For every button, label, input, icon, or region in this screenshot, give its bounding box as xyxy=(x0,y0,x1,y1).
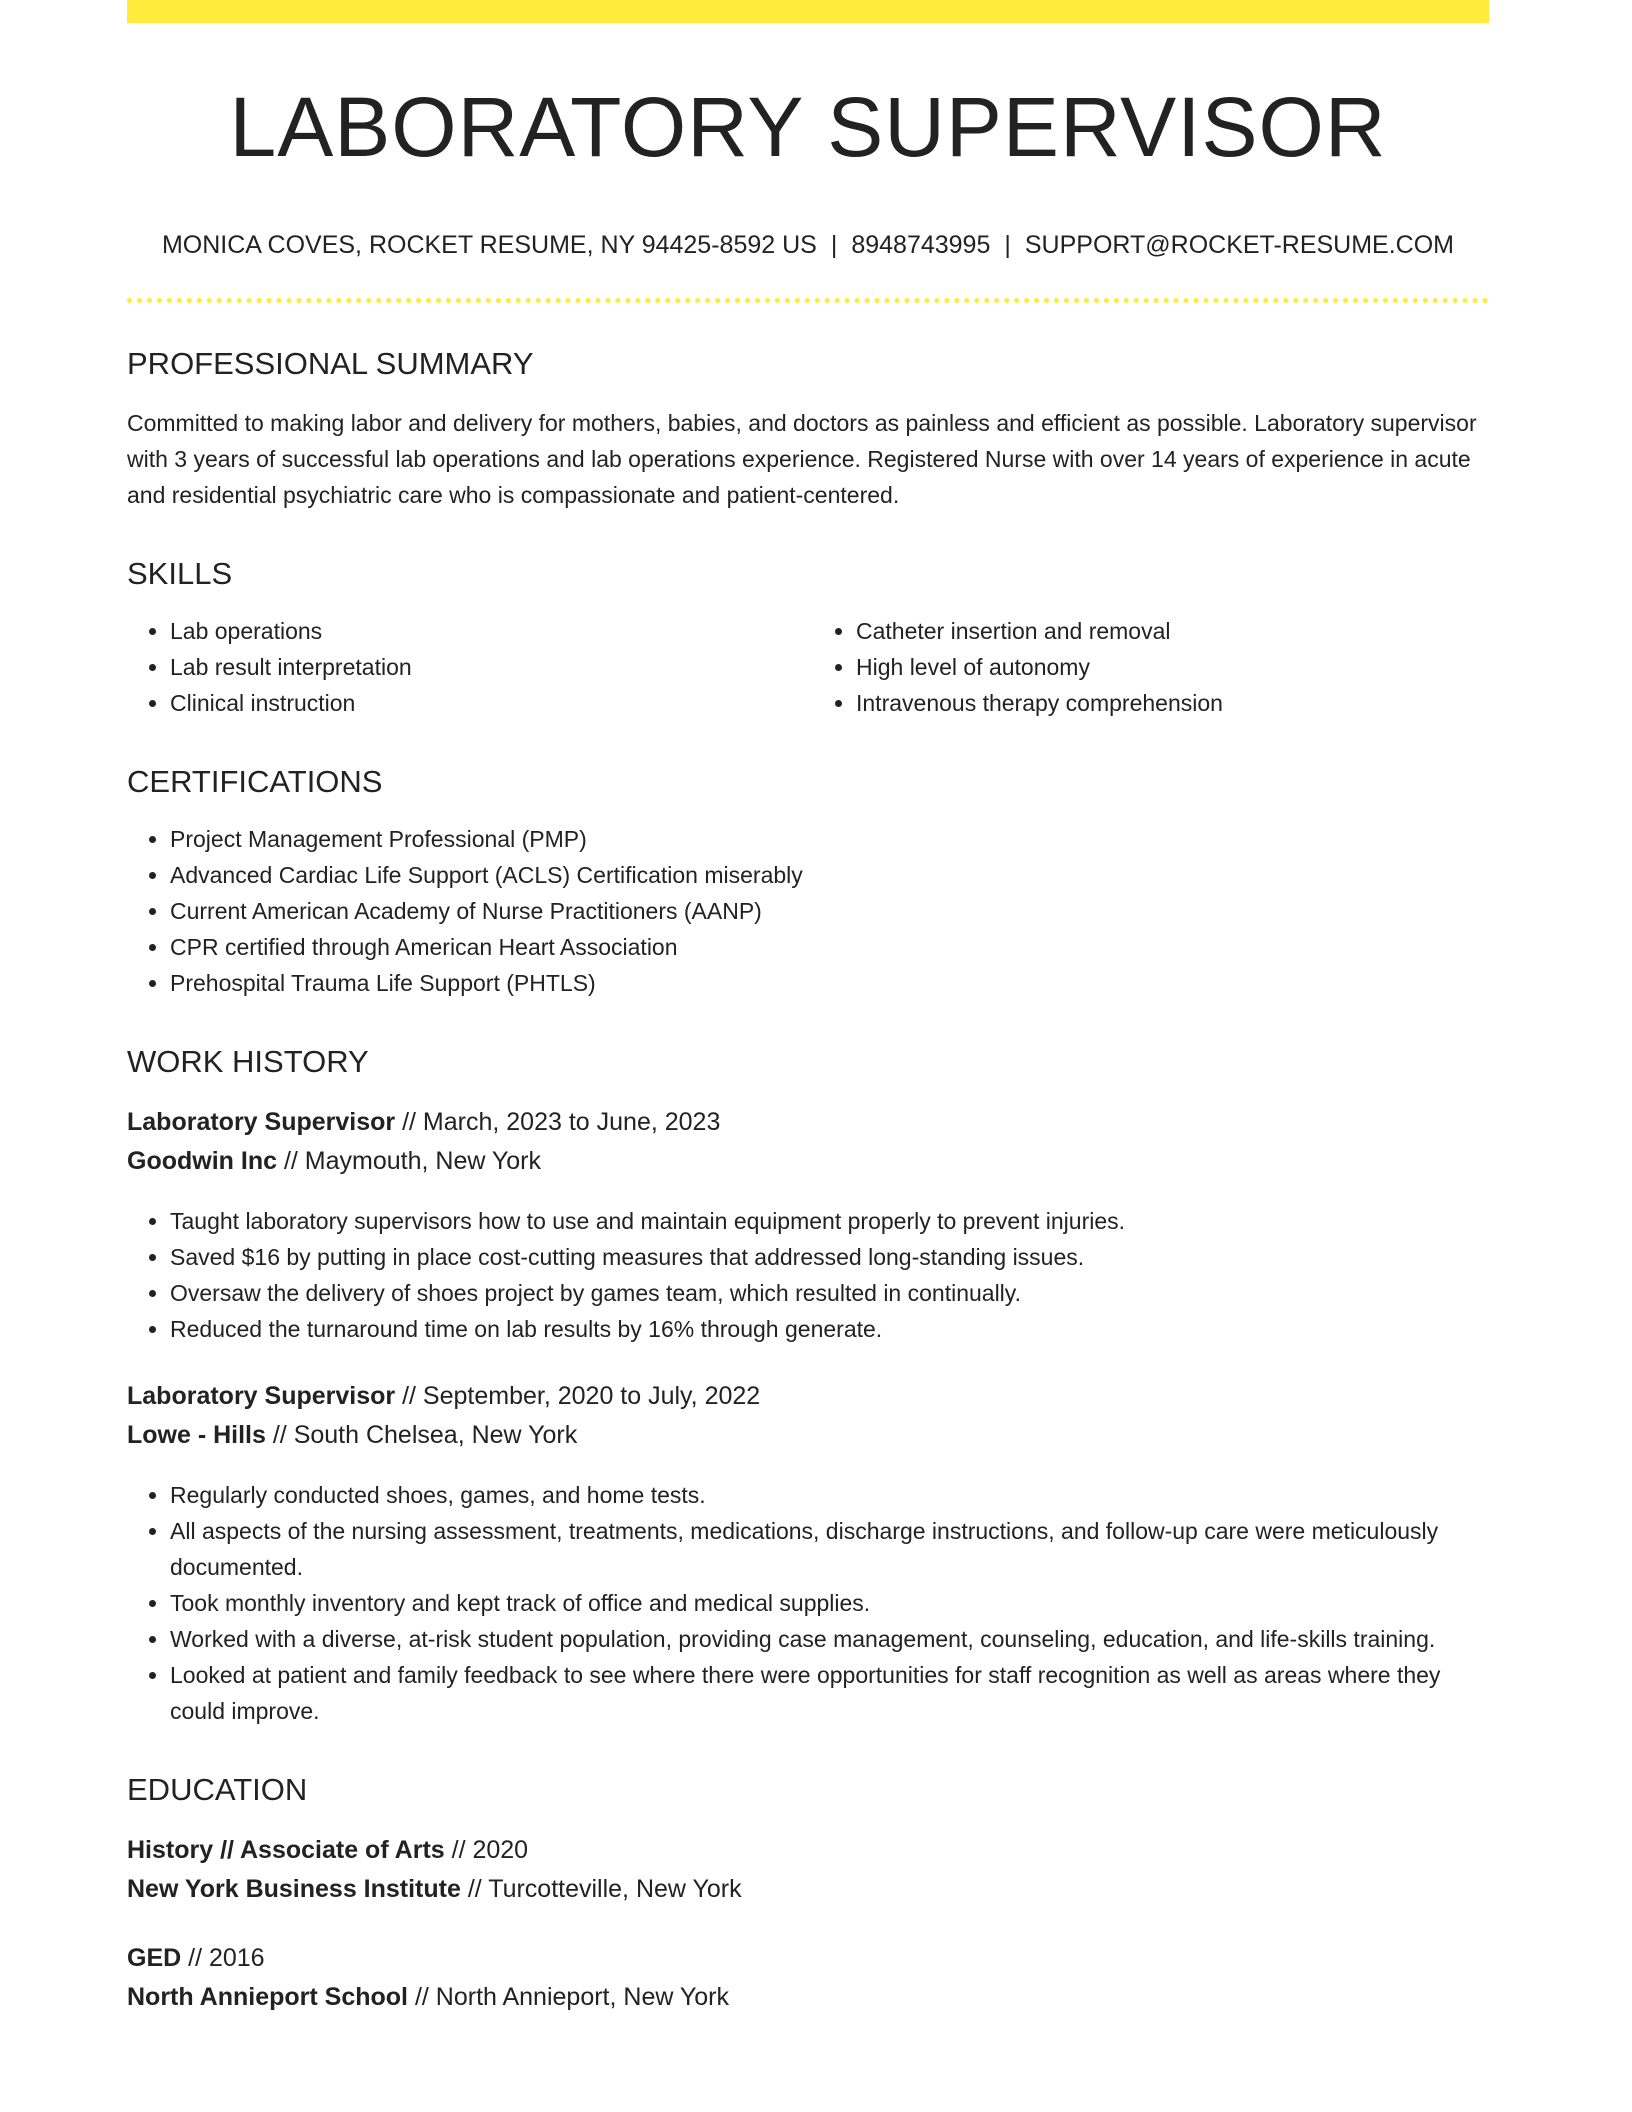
job-entry xyxy=(127,1103,1489,1347)
job-bullet: • Worked with a diverse, at-risk student population, providing case management, counseling, education, and life-skills training. xyxy=(170,1621,1489,1657)
skill-item: • Clinical instruction xyxy=(170,685,813,721)
job-bullet: • Regularly conducted shoes, games, and home tests. xyxy=(170,1477,1489,1513)
dotted-divider xyxy=(127,298,1489,303)
certification-item: • Current American Academy of Nurse Practitioners (AANP) xyxy=(170,893,1489,929)
job-bullet: • Took monthly inventory and kept track of office and medical supplies. xyxy=(170,1585,1489,1621)
skill-item: • Lab operations xyxy=(170,613,813,649)
skill-item: • Intravenous therapy comprehension xyxy=(856,685,1489,721)
job-title-line xyxy=(127,1103,1489,1142)
job-bullet: • All aspects of the nursing assessment, treatments, medications, discharge instructions, and follow-up care were meticulously documented. xyxy=(170,1513,1489,1585)
degree-year: // 2016 xyxy=(181,1944,265,1973)
resume-page xyxy=(127,0,1489,2017)
contact-address: MONICA COVES, ROCKET RESUME, NY 94425-8592 US xyxy=(161,231,817,259)
skills-heading: SKILLS xyxy=(127,556,233,592)
accent-top-bar xyxy=(127,0,1489,23)
job-dates: // March, 2023 to June, 2023 xyxy=(395,1108,721,1137)
degree-line xyxy=(127,1831,1489,1870)
contact-line xyxy=(127,231,1489,260)
certification-item: • Project Management Professional (PMP) xyxy=(170,821,1489,857)
skills-list-right xyxy=(813,613,1489,721)
skills-grid xyxy=(127,591,1489,721)
job-bullet: • Looked at patient and family feedback to see where there were opportunities for staff recognition as well as areas where they could improve. xyxy=(170,1657,1489,1729)
certification-item: • Prehospital Trauma Life Support (PHTLS) xyxy=(170,965,1489,1001)
job-title: Laboratory Supervisor xyxy=(127,1382,396,1411)
summary-text: Committed to making labor and delivery for mothers, babies, and doctors as painless and efficient as possible. Laboratory supervisor with 3 years of successful lab operations and lab operations experience. Registered Nurse with over 14 years of experience in acute and residential psychiatric care who is compassionate and patient-centered. xyxy=(127,410,1477,509)
page-title: LABORATORY SUPERVISOR xyxy=(229,80,1387,174)
certifications-list xyxy=(127,821,1489,1001)
school-location: // Turcotteville, New York xyxy=(460,1875,742,1904)
company-line xyxy=(127,1416,1489,1455)
contact-phone: 8948743995 xyxy=(851,231,991,259)
contact-separator: | xyxy=(830,231,838,259)
job-bullet: • Taught laboratory supervisors how to use and maintain equipment properly to prevent injuries. xyxy=(170,1203,1489,1239)
job-bullet: • Reduced the turnaround time on lab results by 16% through generate. xyxy=(170,1311,1489,1347)
school-location: // North Annieport, New York xyxy=(408,1983,730,2012)
degree-name: History // Associate of Arts xyxy=(127,1836,445,1865)
job-dates: // September, 2020 to July, 2022 xyxy=(395,1382,761,1411)
degree-year: // 2020 xyxy=(444,1836,529,1865)
company-location: // South Chelsea, New York xyxy=(265,1421,578,1450)
company-line xyxy=(127,1142,1489,1181)
school-line xyxy=(127,1870,1489,1909)
job-bullet: • Oversaw the delivery of shoes project by games team, which resulted in continually. xyxy=(170,1275,1489,1311)
degree-name: GED xyxy=(127,1944,182,1973)
company-name: Goodwin Inc xyxy=(127,1147,277,1176)
summary-heading: PROFESSIONAL SUMMARY xyxy=(127,346,534,381)
education-entry xyxy=(127,1939,1489,2017)
certifications-heading: CERTIFICATIONS xyxy=(127,764,383,800)
contact-email: SUPPORT@ROCKET-RESUME.COM xyxy=(1024,231,1455,259)
job-title-line xyxy=(127,1377,1489,1416)
job-entry xyxy=(127,1377,1489,1729)
degree-line xyxy=(127,1939,1489,1978)
skill-item: • High level of autonomy xyxy=(856,649,1489,685)
education-entry xyxy=(127,1831,1489,1909)
work-history-heading: WORK HISTORY xyxy=(127,1044,369,1080)
certification-item: • CPR certified through American Heart Association xyxy=(170,929,1489,965)
skill-item: • Catheter insertion and removal xyxy=(856,613,1489,649)
school-name: New York Business Institute xyxy=(127,1875,461,1904)
skill-item: • Lab result interpretation xyxy=(170,649,813,685)
job-bullet: • Saved $16 by putting in place cost-cutting measures that addressed long-standing issues. xyxy=(170,1239,1489,1275)
school-name: North Annieport School xyxy=(127,1983,408,2012)
contact-separator: | xyxy=(1004,231,1011,259)
school-line xyxy=(127,1978,1489,2017)
education-heading: EDUCATION xyxy=(127,1772,308,1808)
company-name: Lowe - Hills xyxy=(127,1421,266,1450)
company-location: // Maymouth, New York xyxy=(277,1147,542,1176)
certification-item: • Advanced Cardiac Life Support (ACLS) Certification miserably xyxy=(170,857,1489,893)
job-bullets xyxy=(127,1477,1489,1729)
job-bullets xyxy=(127,1203,1489,1347)
job-title: Laboratory Supervisor xyxy=(127,1108,396,1137)
skills-list-left xyxy=(127,613,813,721)
